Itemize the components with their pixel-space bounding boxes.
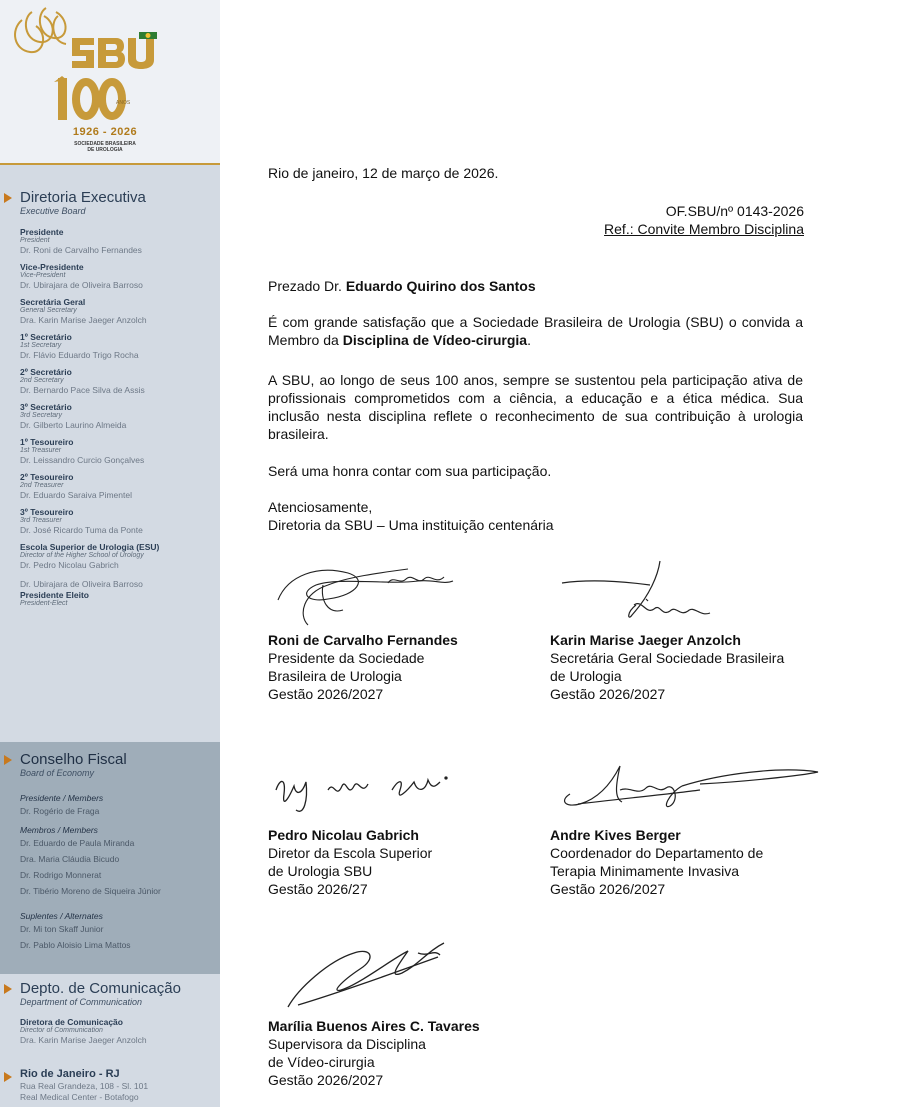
board-role-en: 1st Secretary bbox=[20, 342, 62, 349]
letter-subject-ref: Ref.: Convite Membro Disciplina bbox=[604, 221, 804, 237]
council-members-group bbox=[0, 825, 220, 899]
council-member: Dr. Rodrigo Monnerat bbox=[20, 870, 102, 880]
sbu-logo-graphic bbox=[0, 0, 220, 163]
letter-paragraph: Será uma honra contar com sua participação. bbox=[268, 463, 552, 479]
board-role: 3º Secretário bbox=[20, 402, 72, 412]
board-role-en: 3rd Secretary bbox=[20, 412, 63, 419]
logo-divider bbox=[0, 163, 220, 165]
logo-society-name bbox=[20, 141, 190, 153]
arrow-bullet-icon bbox=[4, 1072, 12, 1082]
section-header bbox=[0, 751, 220, 779]
board-member: Dr. Gilberto Laurino Almeida bbox=[20, 420, 127, 430]
letter-paragraph: A SBU, ao longo de seus 100 anos, sempre se sustentou pela participação ativa de profissionais comprometidos com a ciência, a educação e a ética médica. Sua inclusão nesta disciplina reflete o reconhecimento de sua contribuição à urologia brasileira. bbox=[268, 372, 803, 442]
board-entry bbox=[0, 472, 220, 501]
signature-block bbox=[268, 555, 548, 715]
board-entry bbox=[0, 227, 220, 256]
board-role: 2º Secretário bbox=[20, 367, 72, 377]
board-role: 1º Secretário bbox=[20, 332, 72, 342]
board-member: Dr. Bernardo Pace Silva de Assis bbox=[20, 385, 145, 395]
board-member: Dra. Karin Marise Jaeger Anzolch bbox=[20, 1035, 147, 1045]
signature-block bbox=[550, 555, 850, 715]
board-role: 3º Tesoureiro bbox=[20, 507, 74, 517]
section-comunicacao bbox=[0, 980, 220, 1052]
council-member: Dra. Maria Cláudia Bicudo bbox=[20, 854, 120, 864]
board-entry bbox=[0, 402, 220, 431]
board-member: Dr. Leissandro Curcio Gonçalves bbox=[20, 455, 145, 465]
logo-years: 1926 - 2026 bbox=[72, 126, 138, 138]
signature-block bbox=[550, 760, 850, 900]
council-label: Membros / Members bbox=[20, 825, 98, 835]
section-subtitle: Executive Board bbox=[20, 206, 86, 216]
board-role: Presidente bbox=[20, 227, 64, 237]
council-member: Dr. Eduardo de Paula Miranda bbox=[20, 838, 135, 848]
board-role: Presidente Eleito bbox=[20, 590, 89, 600]
council-label: Presidente / Members bbox=[20, 793, 104, 803]
board-role-en: 3rd Treasurer bbox=[20, 517, 62, 524]
letter-closing-signature-line: Diretoria da SBU – Uma instituição centenária bbox=[268, 517, 554, 533]
board-member: Dr. Ubirajara de Oliveira Barroso bbox=[20, 280, 143, 290]
address-city: Rio de Janeiro - RJ bbox=[20, 1068, 120, 1080]
board-entry bbox=[0, 262, 220, 291]
signatory-name: Andre Kives Berger bbox=[550, 827, 681, 843]
board-role-en: Director of the Higher School of Urology bbox=[20, 552, 144, 559]
section-address bbox=[0, 1068, 220, 1103]
logo-anos-label: ANOS bbox=[116, 100, 131, 106]
handwritten-signature bbox=[550, 760, 840, 820]
address-line: Real Medical Center - Botafogo bbox=[20, 1092, 139, 1102]
board-role-en: 2nd Secretary bbox=[20, 377, 64, 384]
signatory-role-line: Secretária Geral Sociedade Brasileira bbox=[550, 650, 785, 666]
signatory-name: Karin Marise Jaeger Anzolch bbox=[550, 632, 741, 648]
handwritten-signature bbox=[268, 555, 468, 635]
section-diretoria-executiva bbox=[0, 189, 220, 608]
board-role: 1º Tesoureiro bbox=[20, 437, 74, 447]
logo-society-line1: SOCIEDADE BRASILEIRA bbox=[74, 141, 136, 147]
council-member: Dr. Tibério Moreno de Siqueira Júnior bbox=[20, 886, 161, 896]
signatory-role-line: de Urologia bbox=[550, 668, 622, 684]
section-title: Diretoria Executiva bbox=[20, 189, 146, 206]
board-role-en: 1st Treasurer bbox=[20, 447, 62, 454]
arrow-bullet-icon bbox=[4, 984, 12, 994]
greeting-prefix: Prezado Dr. bbox=[268, 278, 346, 294]
letter-greeting bbox=[268, 277, 536, 295]
signatory-name: Pedro Nicolau Gabrich bbox=[268, 827, 419, 843]
signatory-role-line: Terapia Minimamente Invasiva bbox=[550, 863, 740, 879]
board-role-en: Vice-President bbox=[20, 272, 66, 279]
section-header bbox=[0, 1068, 220, 1081]
signatory-term: Gestão 2026/2027 bbox=[268, 686, 384, 702]
paragraph-emphasis: Disciplina de Vídeo-cirurgia bbox=[342, 332, 528, 348]
board-member: Dr. Eduardo Saraiva Pimentel bbox=[20, 490, 132, 500]
board-entry bbox=[0, 297, 220, 326]
signatory-term: Gestão 2026/2027 bbox=[550, 686, 666, 702]
council-member: Dr. Rogério de Fraga bbox=[20, 806, 100, 816]
section-title: Conselho Fiscal bbox=[20, 751, 127, 768]
council-president-group bbox=[0, 793, 220, 819]
signatory-role-line: de Urologia SBU bbox=[268, 863, 373, 879]
handwritten-signature bbox=[268, 760, 468, 820]
handwritten-signature bbox=[550, 555, 750, 635]
board-member: Dr. Roni de Carvalho Fernandes bbox=[20, 245, 142, 255]
signatory-name: Marília Buenos Aires C. Tavares bbox=[268, 1018, 480, 1034]
board-member: Dr. Pedro Nicolau Gabrich bbox=[20, 560, 119, 570]
signatory-role-line: de Vídeo-cirurgia bbox=[268, 1054, 375, 1070]
board-entry-president-elect bbox=[0, 579, 220, 608]
arrow-bullet-icon bbox=[4, 755, 12, 765]
board-entry bbox=[0, 332, 220, 361]
board-entry bbox=[0, 437, 220, 466]
signatory-term: Gestão 2026/2027 bbox=[268, 1072, 384, 1088]
board-role: 2º Tesoureiro bbox=[20, 472, 74, 482]
signature-block bbox=[268, 935, 568, 1095]
letter-date: Rio de janeiro, 12 de março de 2026. bbox=[268, 165, 499, 181]
board-member: Dr. José Ricardo Tuma da Ponte bbox=[20, 525, 143, 535]
sbu-100-logo bbox=[0, 0, 220, 163]
section-subtitle: Department of Communication bbox=[20, 997, 143, 1007]
board-entry bbox=[0, 367, 220, 396]
arrow-bullet-icon bbox=[4, 193, 12, 203]
board-member: Dr. Flávio Eduardo Trigo Rocha bbox=[20, 350, 139, 360]
signatory-role-line: Diretor da Escola Superior bbox=[268, 845, 433, 861]
paragraph-text: É com grande satisfação que a Sociedade Brasileira de Urologia (SBU) o convida a Membro da bbox=[268, 314, 803, 348]
letter-closing: Atenciosamente, bbox=[268, 499, 373, 515]
signatory-role-line: Brasileira de Urologia bbox=[268, 668, 402, 684]
section-header bbox=[0, 189, 220, 217]
address-line: Rua Real Grandeza, 108 - Sl. 101 bbox=[20, 1081, 149, 1091]
council-member: Dr. Mi ton Skaff Junior bbox=[20, 924, 104, 934]
board-role: Escola Superior de Urologia (ESU) bbox=[20, 542, 160, 552]
logo-society-line2: DE UROLOGIA bbox=[87, 147, 123, 153]
board-role: Vice-Presidente bbox=[20, 262, 84, 272]
section-conselho-fiscal bbox=[0, 742, 220, 974]
letter-paragraph bbox=[268, 313, 803, 349]
board-entry bbox=[0, 507, 220, 536]
board-entry bbox=[0, 542, 220, 571]
council-alternates-group bbox=[0, 911, 220, 953]
council-label: Suplentes / Alternates bbox=[20, 911, 103, 921]
letter-reference-number: OF.SBU/nº 0143-2026 bbox=[665, 203, 804, 219]
section-subtitle: Board of Economy bbox=[20, 768, 95, 778]
board-role-en: 2nd Treasurer bbox=[20, 482, 64, 489]
board-member: Dra. Karin Marise Jaeger Anzolch bbox=[20, 315, 147, 325]
signatory-name: Roni de Carvalho Fernandes bbox=[268, 632, 458, 648]
letterhead-sidebar bbox=[0, 0, 220, 1107]
handwritten-signature bbox=[268, 935, 458, 1019]
board-role: Diretora de Comunicação bbox=[20, 1017, 123, 1027]
board-role-en: General Secretary bbox=[20, 307, 77, 314]
paragraph-text: . bbox=[527, 332, 531, 348]
board-role: Secretária Geral bbox=[20, 297, 86, 307]
section-title: Depto. de Comunicação bbox=[20, 980, 181, 997]
signatory-role-line: Coordenador do Departamento de bbox=[550, 845, 764, 861]
council-member: Dr. Pablo Aloisio Lima Mattos bbox=[20, 940, 131, 950]
section-header bbox=[0, 980, 220, 1008]
signature-block bbox=[268, 760, 548, 900]
board-role-en: Director of Communication bbox=[20, 1027, 103, 1034]
signatory-term: Gestão 2026/2027 bbox=[550, 881, 666, 897]
board-role-en: President-Elect bbox=[20, 600, 68, 607]
board-member: Dr. Ubirajara de Oliveira Barroso bbox=[20, 579, 143, 589]
signatory-role-line: Presidente da Sociedade bbox=[268, 650, 425, 666]
signatory-role-line: Supervisora da Disciplina bbox=[268, 1036, 426, 1052]
recipient-name: Eduardo Quirino dos Santos bbox=[345, 278, 536, 294]
signatory-term: Gestão 2026/27 bbox=[268, 881, 368, 897]
board-role-en: President bbox=[20, 237, 50, 244]
